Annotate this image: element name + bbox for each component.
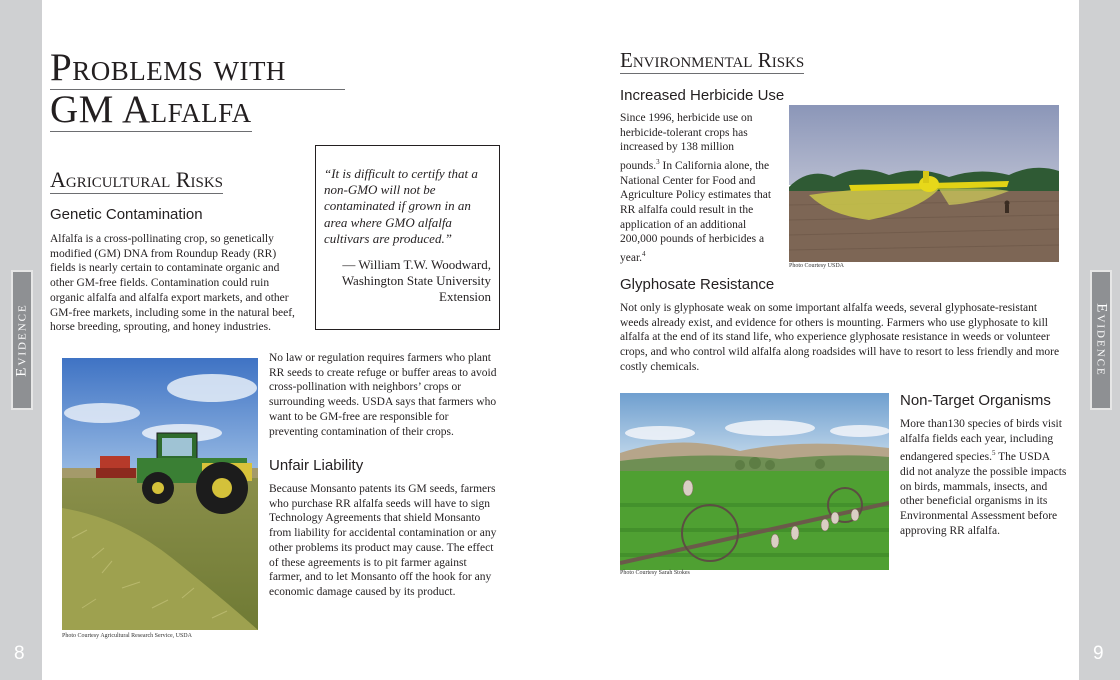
right-page-number: 9 — [1093, 643, 1104, 664]
non-target-heading: Non-Target Organisms — [900, 392, 1051, 409]
genetic-contamination-body: Alfalfa is a cross-pollinating crop, so genetically modified (GM) DNA from Roundup Ready (RR) fields is nearly certain to contaminate organic and other GM-free fields. Contamination could ruin organic alfalfa and alfalfa export markets, and other GM-free markets, including some in the natural beef, horse breeding, sprouting, and honey industries. — [50, 233, 295, 334]
crop-duster-credit: Photo Courtesy USDA — [789, 263, 845, 269]
herbicide-body — [620, 111, 776, 266]
tractor-photo-credit: Photo Courtesy Agricultural Research Service, USDA — [62, 633, 192, 639]
left-tab-label: Evidence — [13, 303, 30, 377]
right-tab-label: Evidence — [1093, 303, 1110, 377]
unfair-liability-body: Because Monsanto patents its GM seeds, farmers who purchase RR alfalfa seeds will have to sign Technology Agreements that shield Monsanto from liability for accidental contamination or any other problems its product may cause. The effect of these agreements is to pit farmer against farmer, and to let Monsanto off the hook for any economic damage caused by its product. — [269, 483, 497, 598]
footnote-5[interactable]: 5 — [991, 449, 996, 458]
right-section-tab[interactable] — [1090, 270, 1112, 410]
quote-box — [315, 145, 500, 330]
tractor-photo — [62, 358, 258, 630]
herbicide-text-2: In California alone, the National Center for Food and Agriculture Policy estimates that RR alfalfa could result in the application of an additional 200,000 pounds of herbicides a year. — [620, 159, 772, 264]
birds-irrigation-photo — [620, 393, 889, 570]
environmental-risks-heading: Environmental Risks — [620, 48, 805, 72]
left-page-number: 8 — [14, 643, 25, 664]
genetic-contamination-heading: Genetic Contamination — [50, 206, 203, 223]
birds-photo-credit: Photo Courtesy Sarah Stokes — [620, 570, 690, 576]
agricultural-risks-section — [50, 168, 223, 194]
regulation-body: No law or regulation requires farmers who plant RR seeds to create refuge or buffer areas to avoid cross-pollination with neighbors’ crops or surrounding weeds. USDA says that farmers who want to be GM-free are responsible for preventing contamination of their crops. — [269, 352, 497, 438]
title-line-1: Problems with — [50, 48, 345, 90]
herbicide-heading: Increased Herbicide Use — [620, 87, 785, 104]
glyphosate-heading: Glyphosate Resistance — [620, 276, 775, 293]
footnote-3[interactable]: 3 — [656, 158, 660, 167]
herbicide-text-1: Since 1996, herbicide use on herbicide-tolerant crops has increased by 138 million pounds. — [620, 112, 753, 172]
page-title — [50, 48, 350, 132]
glyphosate-body: Not only is glyphosate weak on some important alfalfa weeds, several glyphosate-resistant weeds already exist, and evidence for others is mounting. Farmers who use glyphosate to kill alfalfa at the end of its stand life, who experience glyphosate resistance in weeds or volunteer crops, and who control wild alfalfa along roadsides will have to resort to less friendly and more costly chemicals. — [620, 302, 1060, 373]
agricultural-risks-heading: Agricultural Risks — [50, 167, 224, 192]
unfair-liability-heading: Unfair Liability — [269, 457, 364, 474]
quote-attribution: — William T.W. Woodward, Washington State University Extension — [341, 257, 491, 305]
quote-text: “It is difficult to certify that a non-GMO will not be contaminated if grown in an area where GMO alfalfa cultivars are produced.” — [324, 166, 478, 246]
left-section-tab[interactable] — [11, 270, 33, 410]
non-target-text-2: The USDA did not analyze the possible impacts on birds, mammals, insects, and other beneficial organisms in its Environmental Assessment before approving RR alfalfa. — [900, 451, 1067, 537]
environmental-risks-section — [620, 48, 804, 74]
non-target-body — [900, 417, 1067, 538]
footnote-4[interactable]: 4 — [642, 250, 646, 259]
title-line-2: GM Alfalfa — [50, 88, 252, 131]
crop-duster-photo — [789, 105, 1059, 262]
non-target-text-1: More than130 species of birds visit alfalfa fields each year, including endangered species. — [900, 418, 1062, 464]
